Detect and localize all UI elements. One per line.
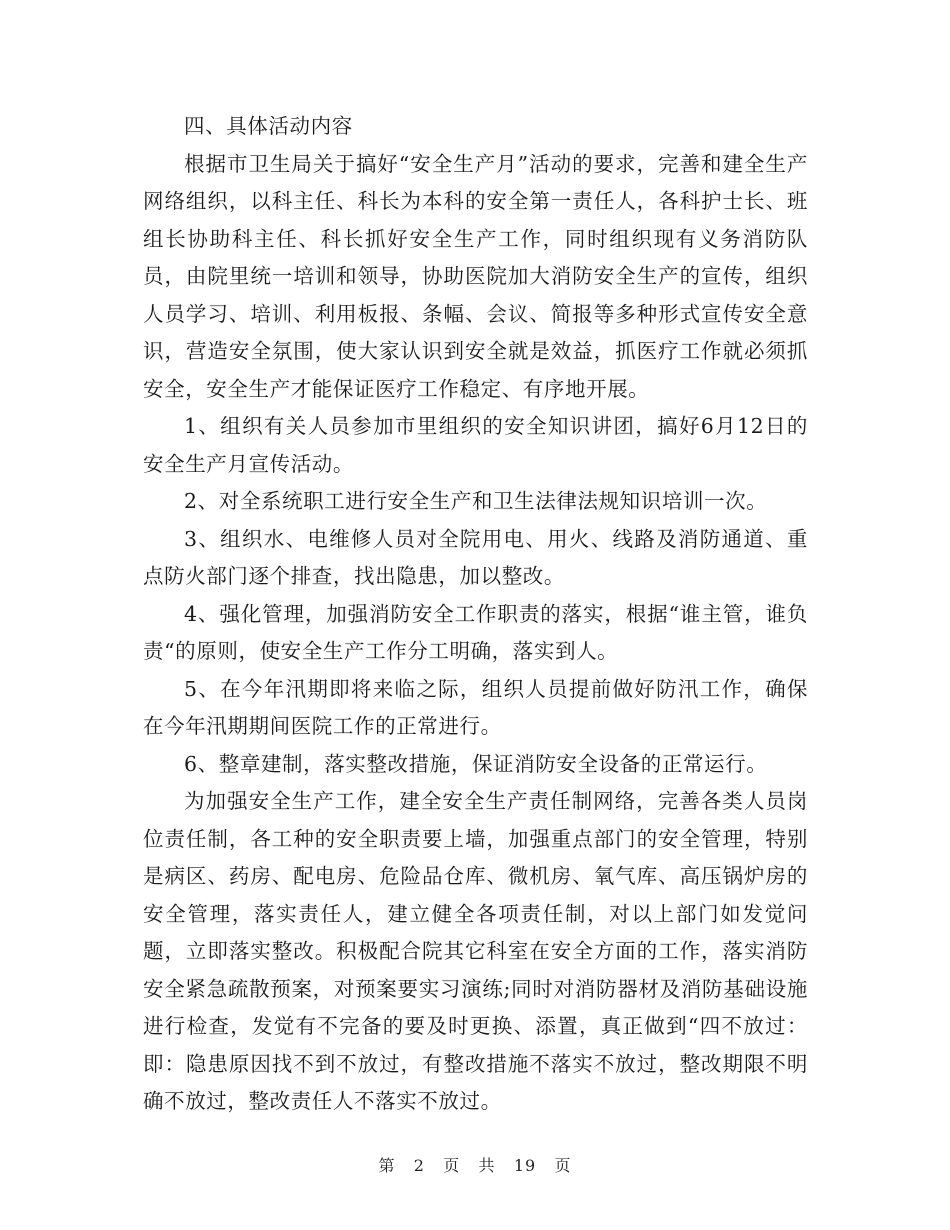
list-item-1: 1、组织有关人员参加市里组织的安全知识讲团，搞好6月12日的安全生产月宣传活动。 — [143, 414, 808, 476]
page-label-suffix: 页 — [554, 1156, 572, 1175]
page-label: 页 — [443, 1156, 461, 1175]
list-item-4: 4、强化管理，加强消防安全工作职责的落实，根据“谁主管，谁负责“的原则，使安全生产工作分工明确，落实到人。 — [143, 601, 808, 663]
list-item-2: 2、对全系统职工进行安全生产和卫生法律法规知识培训一次。 — [184, 489, 768, 513]
current-page-number: 2 — [413, 1156, 425, 1175]
page-label-prefix: 第 — [378, 1156, 396, 1175]
paragraph-closing: 为加强安全生产工作，建全安全生产责任制网络，完善各类人员岗位责任制，各工种的安全职责要上墙，加强重点部门的安全管理，特别是病区、药房、配电房、危险品仓库、微机房、氧气库、高压锅炉房的安全管理，落实责任人，建立健全各项责任制，对以上部门如发觉问题，立即落实整改。积极配合院其它科室在安全方面的工作，落实消防安全紧急疏散预案，对预案要实习演练;同时对消防器材及消防基础设施进行检查，发觉有不完备的要及时更换、添置，真正做到“四不放过：即：隐患原因找不到不放过，有整改措施不落实不放过，整改期限不明确不放过，整改责任人不落实不放过。 — [143, 789, 808, 1113]
paragraph-intro: 根据市卫生局关于搞好“安全生产月”活动的要求，完善和建全生产网络组织，以科主任、科长为本科的安全第一责任人，各科护士长、班组长协助科主任、科长抓好安全生产工作，同时组织现有义务消防队员，由院里统一培训和领导，协助医院加大消防安全生产的宣传，组织人员学习、培训、利用板报、条幅、会议、简报等多种形式宣传安全意识，营造安全氛围，使大家认识到安全就是效益，抓医疗工作就必须抓安全，安全生产才能保证医疗工作稳定、有序地开展。 — [143, 151, 808, 401]
list-item-5: 5、在今年汛期即将来临之际，组织人员提前做好防汛工作，确保在今年汛期期间医院工作的正常进行。 — [143, 676, 808, 738]
document-body — [143, 108, 808, 1121]
list-item-3: 3、组织水、电维修人员对全院用电、用火、线路及消防通道、重点防火部门逐个排查，找出隐患，加以整改。 — [143, 526, 808, 588]
total-label: 共 — [478, 1156, 496, 1175]
section-heading: 四、具体活动内容 — [184, 114, 353, 138]
page-footer — [0, 1153, 950, 1176]
list-item-6: 6、整章建制，落实整改措施，保证消防安全设备的正常运行。 — [184, 751, 768, 776]
total-pages-number: 19 — [513, 1156, 537, 1175]
